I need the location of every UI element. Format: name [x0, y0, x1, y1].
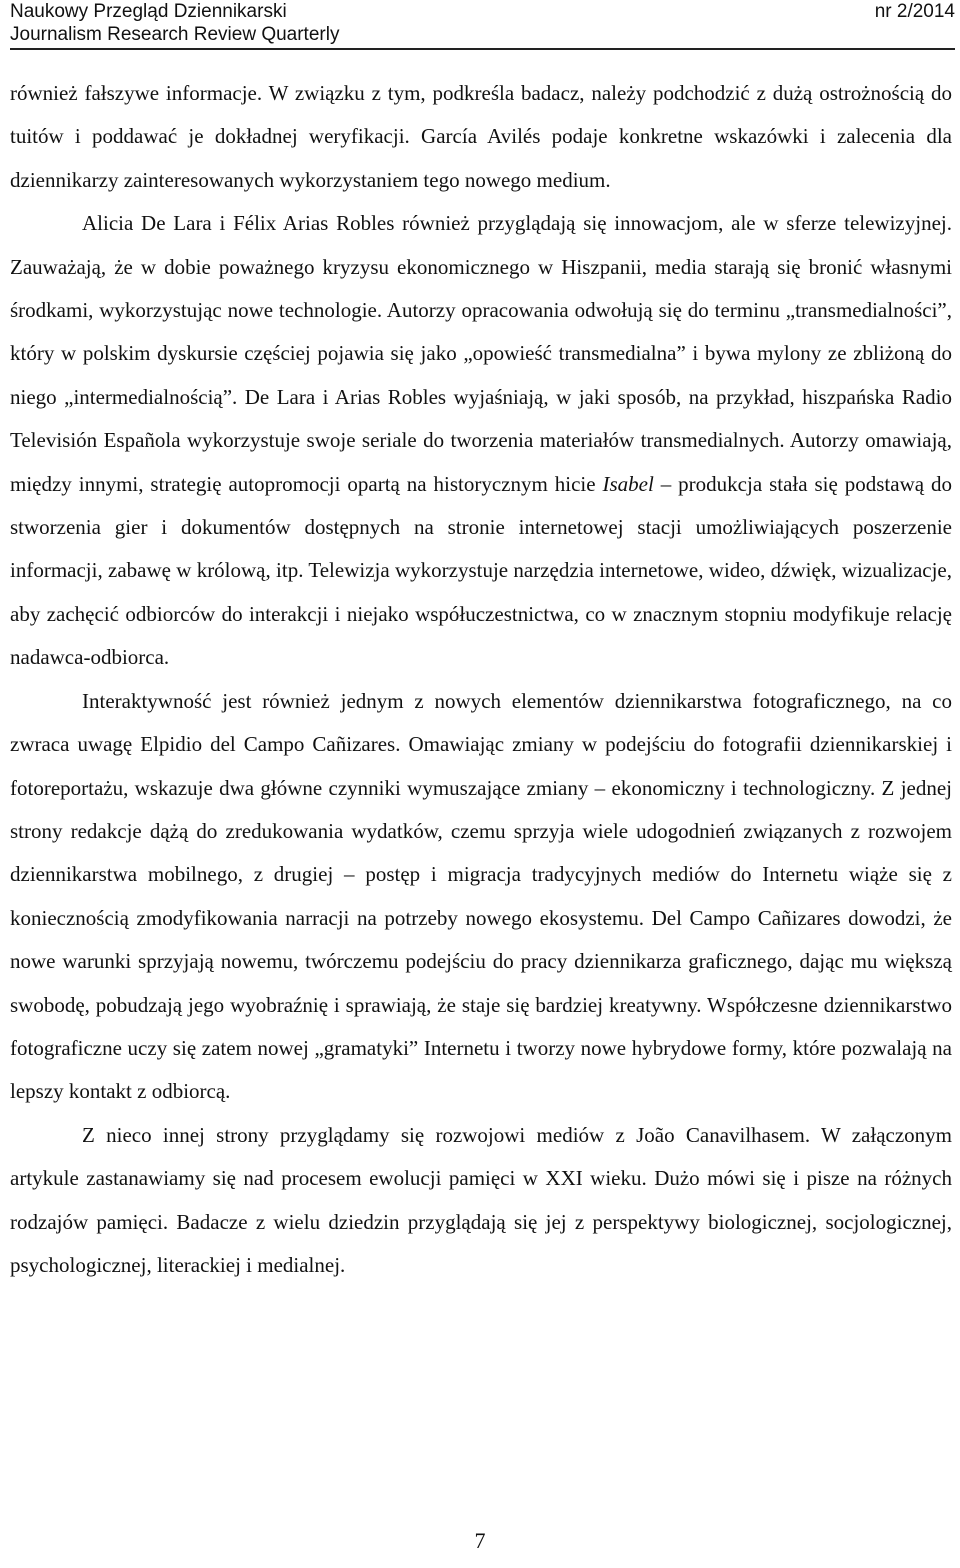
- header-bottom-row: [10, 23, 955, 46]
- paragraph-television-text-a: Alicia De Lara i Félix Arias Robles również przyglądają się innowacjom, ale w sferze telewizyjnej. Zauważają, że w dobie poważnego kryzysu ekonomicznego w Hiszpanii, media starają się bronić własnymi środkami, wykorzystując nowe technologie. Autorzy opracowania odwołują się do terminu „transmedialności”, który w polskim dyskursie częściej pojawia się jako „opowieść transmedialna” i bywa mylony ze zbliżoną do niego „intermedialnością”. De Lara i Arias Robles wyjaśniają, w jaki sposób, na przykład, hiszpańska Radio Televisión Española wykorzystuje swoje seriale do tworzenia materiałów transmedialnych. Autorzy omawiają, między innymi, strategię autopromocji opartą na historycznym hicie: [10, 211, 952, 496]
- header-top-row: [10, 0, 955, 23]
- journal-title-english: Journalism Research Review Quarterly: [10, 24, 340, 45]
- paragraph-television-text-b: – produkcja stała się podstawą do stworzenia gier i dokumentów dostępnych na stronie internetowej stacji umożliwiających poszerzenie informacji, zabawę w królową, itp. Telewizja wykorzystuje narzędzia internetowe, wideo, dźwięk, wizualizacje, aby zachęcić odbiorców do interakcji i niejako współuczestnictwa, co w znacznym stopniu modyfikuje relację nadawca-odbiorca.: [10, 471, 952, 670]
- issue-number: nr 2/2014: [874, 1, 955, 22]
- running-header: [10, 0, 955, 50]
- paragraph-continuation: również fałszywe informacje. W związku z tym, podkreśla badacz, należy podchodzić z dużą ostrożnością do tuitów i poddawać je dokładnej weryfikacji. García Avilés podaje konkretne wskazówki i zalecenia dla dziennikarzy zainteresowanych wykorzystaniem tego nowego medium.: [10, 81, 952, 192]
- journal-title-polish: Naukowy Przegląd Dziennikarski: [10, 1, 287, 22]
- paragraph-memory: Z nieco innej strony przyglądamy się rozwojowi mediów z João Canavilhasem. W załączonym artykule zastanawiamy się nad procesem ewolucji pamięci w XXI wieku. Dużo mówi się i pisze na różnych rodzajów pamięci. Badacze z wielu dziedzin przyglądają się jej z perspektywy biologicznej, socjologicznej, psychologicznej, literackiej i medialnej.: [10, 1122, 952, 1277]
- series-title-isabel: Isabel: [602, 471, 654, 496]
- paragraph-television: [10, 202, 952, 679]
- paragraph-photojournalism: Interaktywność jest również jednym z nowych elementów dziennikarstwa fotograficznego, na co zwraca uwagę Elpidio del Campo Cañizares. Omawiając zmiany w podejściu do fotografii dziennikarskiej i fotoreportażu, wskazuje dwa główne czynniki wymuszające zmiany – ekonomiczny i technologiczny. Z jednej strony redakcje dążą do zredukowania wydatków, czemu sprzyja wiele udogodnień związanych z rozwojem dziennikarstwa mobilnego, z drugiej – postęp i migracja tradycyjnych mediów do Internetu wiąże się z koniecznością zmodyfikowania narracji na potrzeby nowego ekosystemu. Del Campo Cañizares dowodzi, że nowe warunki sprzyjają nowemu, twórczemu podejściu do pracy dziennikarza graficznego, dając mu większą swobodę, pobudzają jego wyobraźnię i sprawiają, że staje się bardziej kreatywny. Współczesne dziennikarstwo fotograficzne uczy się zatem nowej „gramatyki” Internetu i tworzy nowe hybrydowe formy, które pozwalają na lepszy kontakt z odbiorcą.: [10, 688, 952, 1104]
- page-number: 7: [474, 1528, 486, 1553]
- article-body: [10, 72, 952, 1287]
